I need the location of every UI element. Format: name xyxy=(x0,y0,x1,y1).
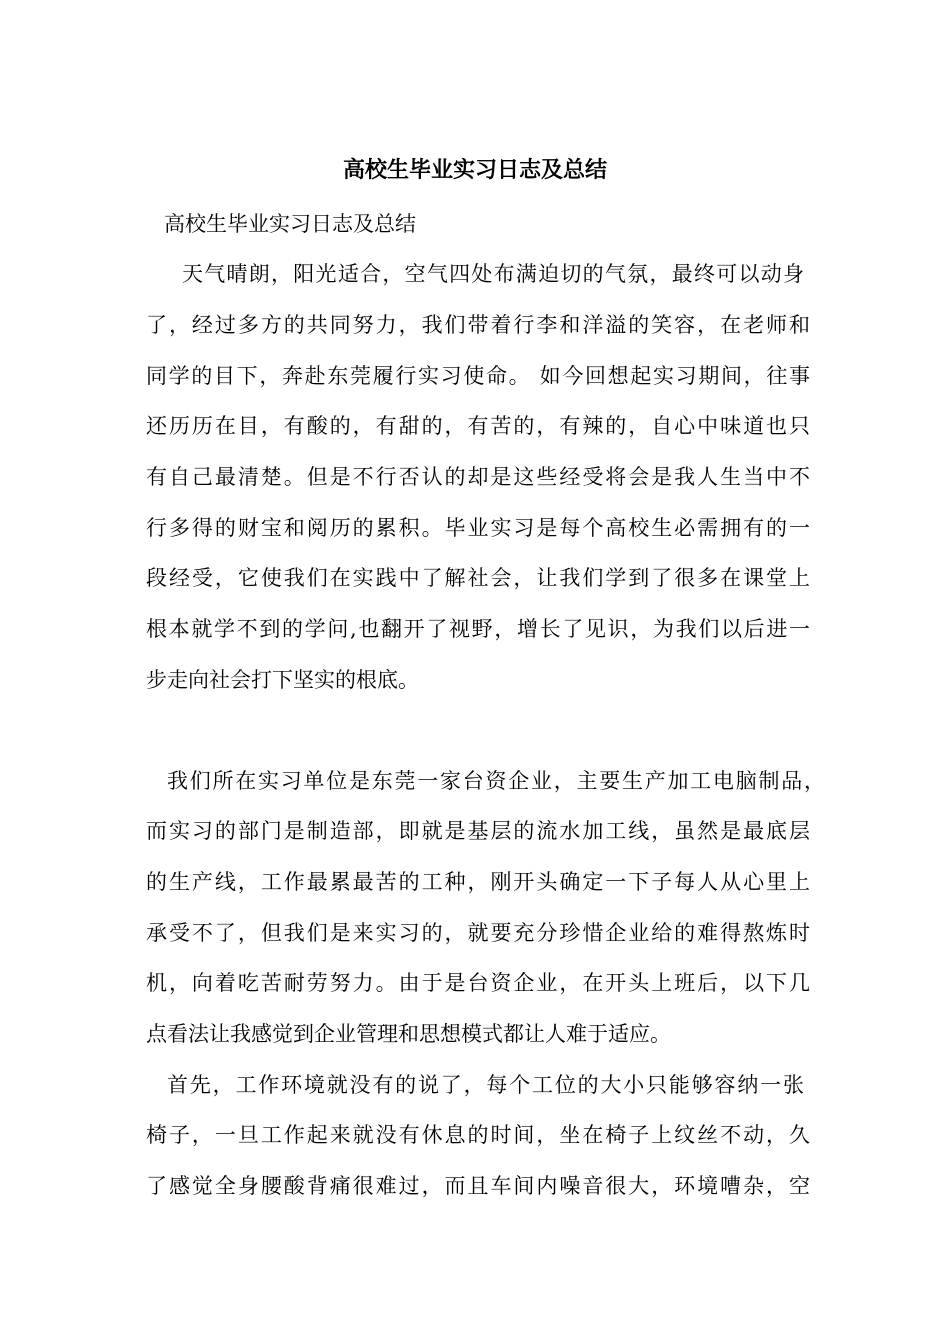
paragraph-1-line-5: 有自己最清楚。但是不行否认的却是这些经受将会是我人生当中不 xyxy=(146,465,810,489)
document-subtitle: 高校生毕业实习日志及总结 xyxy=(164,212,416,236)
paragraph-1-line-1: 天气晴朗，阳光适合，空气四处布满迫切的气氛，最终可以动身 xyxy=(182,262,804,286)
paragraph-1-line-3: 同学的目下，奔赴东莞履行实习使命。 如今回想起实习期间，往事 xyxy=(146,364,810,388)
paragraph-3-line-1: 首先，工作环境就没有的说了，每个工位的大小只能够容纳一张 xyxy=(167,1073,804,1097)
document-title: 高校生毕业实习日志及总结 xyxy=(342,157,607,183)
paragraph-3-line-2: 椅子，一旦工作起来就没有休息的时间，坐在椅子上纹丝不动，久 xyxy=(146,1123,810,1147)
paragraph-1-line-2: 了，经过多方的共同努力，我们带着行李和洋溢的笑容，在老师和 xyxy=(146,313,810,337)
paragraph-2-line-6: 点看法让我感觉到企业管理和思想模式都让人难于适应。 xyxy=(146,1022,671,1046)
paragraph-2-line-1: 我们所在实习单位是东莞一家台资企业，主要生产加工电脑制品， xyxy=(167,769,825,793)
paragraph-1-line-9: 步走向社会打下坚实的根底。 xyxy=(146,668,419,692)
paragraph-1-line-6: 行多得的财宝和阅历的累积。毕业实习是每个高校生必需拥有的一 xyxy=(146,516,810,540)
paragraph-2-line-4: 承受不了，但我们是来实习的，就要充分珍惜企业给的难得熬炼时 xyxy=(146,921,810,945)
paragraph-2-line-2: 而实习的部门是制造部，即就是基层的流水加工线，虽然是最底层 xyxy=(146,819,810,843)
paragraph-3-line-3: 了感觉全身腰酸背痛很难过，而且车间内噪音很大，环境嘈杂，空 xyxy=(146,1174,810,1198)
paragraph-2-line-3: 的生产线，工作最累最苦的工种，刚开头确定一下子每人从心里上 xyxy=(146,870,810,894)
paragraph-1-line-7: 段经受，它使我们在实践中了解社会，让我们学到了很多在课堂上 xyxy=(146,566,810,590)
paragraph-1-line-4: 还历历在目，有酸的，有甜的，有苦的，有辣的，自心中味道也只 xyxy=(146,414,810,438)
paragraph-1-line-8: 根本就学不到的学问,也翻开了视野，增长了见识，为我们以后进一 xyxy=(146,617,810,641)
paragraph-2-line-5: 机，向着吃苦耐劳努力。由于是台资企业，在开头上班后，以下几 xyxy=(146,971,810,995)
